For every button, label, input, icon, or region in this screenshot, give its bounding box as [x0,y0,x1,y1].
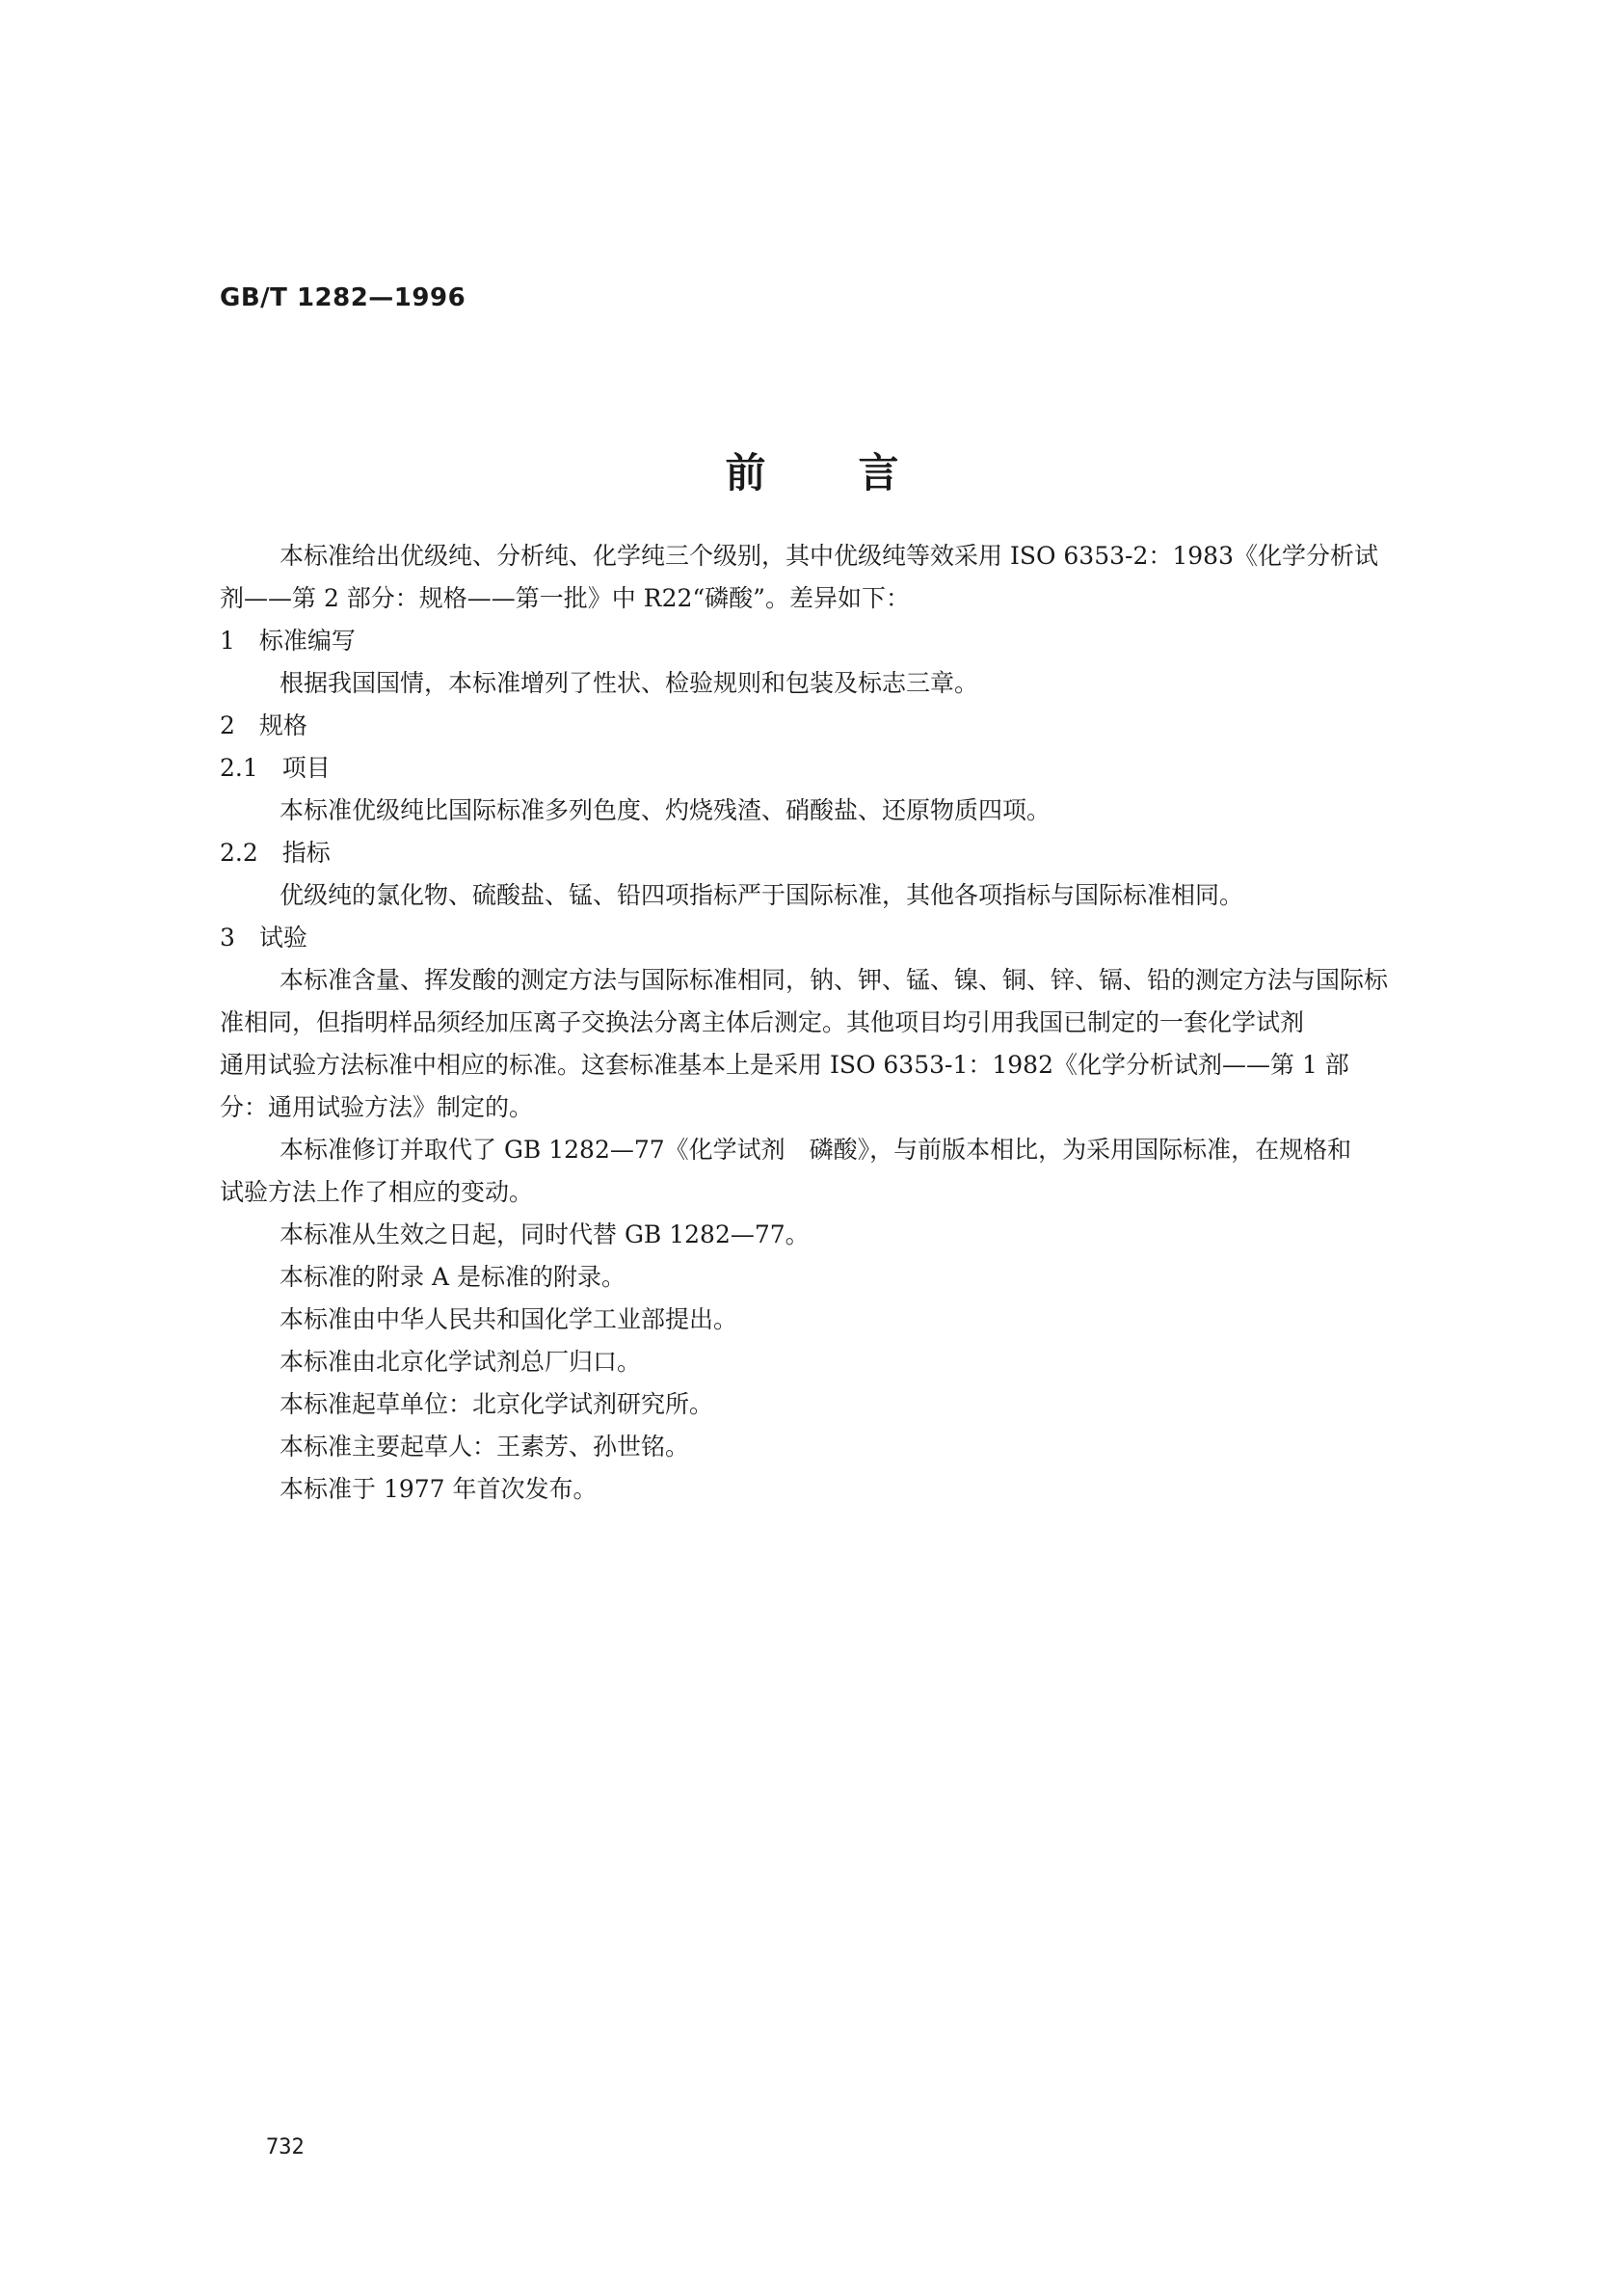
body-paragraph-line: 本标准含量、挥发酸的测定方法与国际标准相同，钠、钾、锰、镍、铜、锌、镉、铅的测定方法与国际标 [280,966,1389,994]
body-paragraph-line: 准相同，但指明样品须经加压离子交换法分离主体后测定。其他项目均引用我国已制定的一套化学试剂 [220,1008,1305,1036]
body-paragraph-line: 本标准于 1977 年首次发布。 [280,1475,598,1503]
subsection-heading: 2.1 项目 [220,754,331,782]
body-paragraph-line: 本标准修订并取代了 GB 1282—77《化学试剂 磷酸》，与前版本相比，为采用国际标准，在规格和 [280,1136,1352,1164]
page-number: 732 [266,2135,305,2159]
body-paragraph-line: 本标准给出优级纯、分析纯、化学纯三个级别，其中优级纯等效采用 ISO 6353-2：1983《化学分析试 [280,542,1378,570]
body-paragraph-line: 分：通用试验方法》制定的。 [220,1093,534,1121]
body-paragraph-line: 优级纯的氯化物、硫酸盐、锰、铅四项指标严于国际标准，其他各项指标与国际标准相同。 [280,881,1244,909]
body-paragraph-line: 根据我国国情，本标准增列了性状、检验规则和包装及标志三章。 [280,669,979,697]
body-paragraph-line: 剂——第 2 部分：规格——第一批》中 R22“磷酸”。差异如下： [220,584,910,612]
section-heading: 3 试验 [220,924,307,952]
body-paragraph-line: 通用试验方法标准中相应的标准。这套标准基本上是采用 ISO 6353-1：1982《化学分析试剂——第 1 部 [220,1051,1349,1079]
body-paragraph-line: 试验方法上作了相应的变动。 [220,1178,534,1206]
body-paragraph-line: 本标准起草单位：北京化学试剂研究所。 [280,1390,714,1418]
body-paragraph-line: 本标准由中华人民共和国化学工业部提出。 [280,1305,738,1333]
standard-code: GB/T 1282—1996 [220,283,466,312]
body-paragraph-line: 本标准的附录 A 是标准的附录。 [280,1263,626,1291]
subsection-heading: 2.2 指标 [220,839,331,867]
page-title: 前言 [725,449,992,496]
section-heading: 2 规格 [220,711,307,739]
body-paragraph-line: 本标准主要起草人：王素芳、孙世铭。 [280,1433,690,1461]
section-heading: 1 标准编写 [220,627,356,655]
body-paragraph-line: 本标准从生效之日起，同时代替 GB 1282—77。 [280,1220,810,1248]
body-paragraph-line: 本标准由北京化学试剂总厂归口。 [280,1348,642,1376]
body-paragraph-line: 本标准优级纯比国际标准多列色度、灼烧残渣、硝酸盐、还原物质四项。 [280,796,1052,824]
